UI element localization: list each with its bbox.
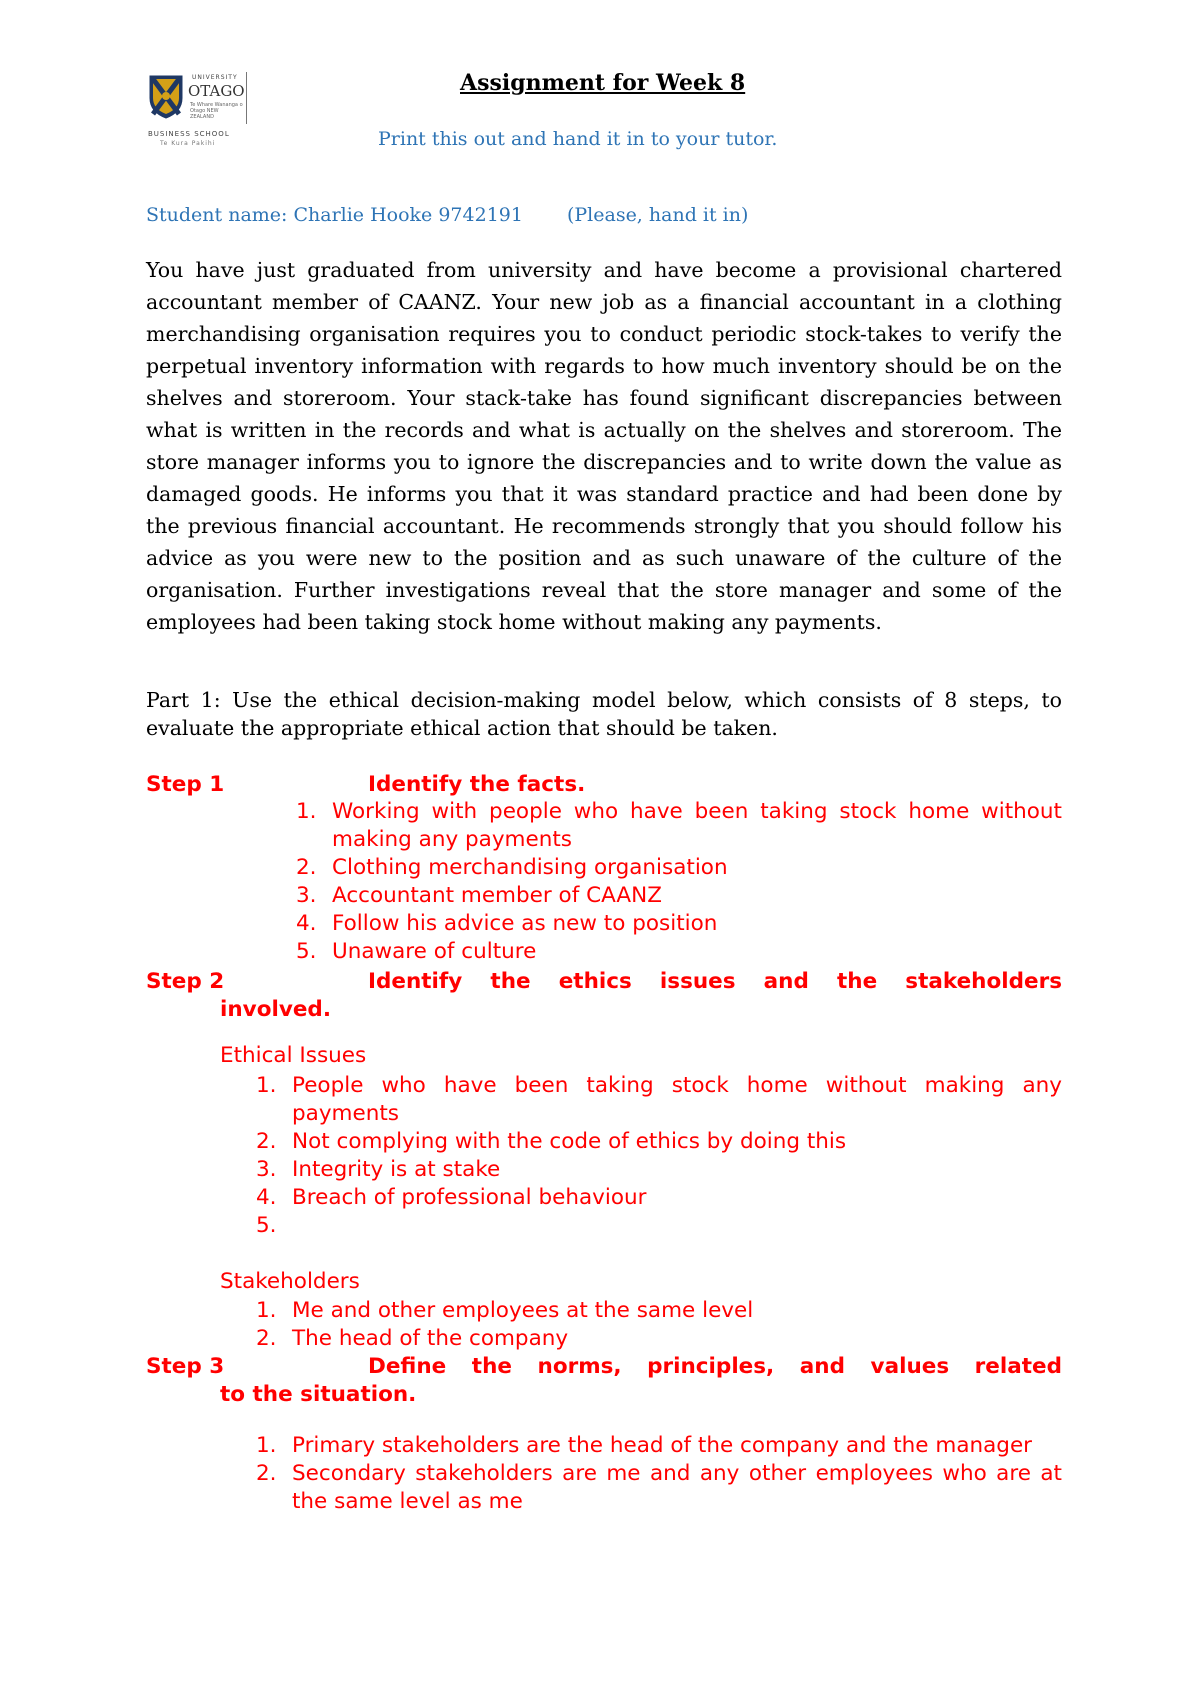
logo-school-maori-text: Te Kura Pakihi: [160, 140, 216, 147]
list-item: 5. Unaware of culture: [296, 939, 537, 964]
list-item: 2. Secondary stakeholders are me and any other employees who are at the same level as me: [256, 1461, 1062, 1514]
list-item: 3. Accountant member of CAANZ: [296, 883, 662, 908]
page-subtitle: Print this out and hand it in to your tutor.: [378, 128, 778, 150]
list-item: 2. Not complying with the code of ethics by doing this: [256, 1129, 847, 1154]
ethical-issues-title: Ethical Issues: [220, 1043, 367, 1068]
student-line: [146, 204, 748, 226]
logo-university-text: UNIVERSITY: [192, 74, 238, 81]
list-item: 2. The head of the company: [256, 1326, 569, 1351]
logo-otago-text: OTAGO: [188, 82, 245, 100]
logo-divider: [246, 72, 247, 124]
stakeholders-title: Stakeholders: [220, 1269, 360, 1294]
part1-instructions: Part 1: Use the ethical decision-making model below, which consists of 8 steps, to evaluate the appropriate ethical action that should be taken.: [146, 688, 1062, 740]
step3-heading-cont: to the situation.: [220, 1382, 417, 1407]
hand-in-note: (Please, hand it in): [566, 204, 749, 226]
university-logo: [148, 70, 248, 156]
list-item: 3. Integrity is at stake: [256, 1157, 501, 1182]
list-item: 5.: [256, 1213, 277, 1238]
logo-maori-text: Te Whare Wananga o Otago NEW ZEALAND: [190, 102, 243, 120]
logo-school-text: BUSINESS SCHOOL: [148, 130, 230, 138]
step2-heading: Identify the ethics issues and the stakeholders: [368, 969, 1062, 994]
list-item: 2. Clothing merchandising organisation: [296, 855, 728, 880]
step2-label: Step 2: [146, 969, 225, 994]
ethical-issues-list: [256, 1072, 1062, 1240]
list-item: 1. Working with people who have been taking stock home without making any payments: [296, 799, 1062, 852]
crest-icon: [148, 74, 184, 120]
list-item: 4. Follow his advice as new to position: [296, 911, 718, 936]
step3-list: [256, 1432, 1062, 1516]
list-item: 1. Me and other employees at the same level: [256, 1298, 754, 1323]
list-item: 1. Primary stakeholders are the head of the company and the manager: [256, 1433, 1033, 1458]
intro-paragraph: You have just graduated from university and have become a provisional chartered accountant member of CAANZ. Your new job as a financial accountant in a clothing merchandising organisation requires you to conduct periodic stock-takes to verify the perpetual inventory information with regards to how much inventory should be on the shelves and storeroom. Your stack-take has found significant discrepancies between what is written in the records and what is actually on the shelves and storeroom. The store manager informs you to ignore the discrepancies and to write down the value as damaged goods. He informs you that it was standard practice and had been done by the previous financial accountant. He recommends strongly that you should follow his advice as you were new to the position and as such unaware of the culture of the organisation. Further investigations reveal that the store manager and some of the employees had been taking stock home without making any payments.: [146, 258, 1062, 634]
step3-heading: Define the norms, principles, and values related: [368, 1354, 1062, 1379]
step1-facts-list: [296, 798, 1062, 966]
student-name: Student name: Charlie Hooke 9742191: [146, 204, 523, 226]
page-title: Assignment for Week 8: [460, 70, 746, 96]
step2-heading-cont: involved.: [220, 997, 331, 1022]
step1-label: Step 1: [146, 772, 225, 797]
stakeholders-list: [256, 1297, 1062, 1353]
step3-label: Step 3: [146, 1354, 225, 1379]
list-item: 1. People who have been taking stock home without making any payments: [256, 1073, 1062, 1126]
list-item: 4. Breach of professional behaviour: [256, 1185, 647, 1210]
step1-heading: Identify the facts.: [368, 772, 586, 797]
